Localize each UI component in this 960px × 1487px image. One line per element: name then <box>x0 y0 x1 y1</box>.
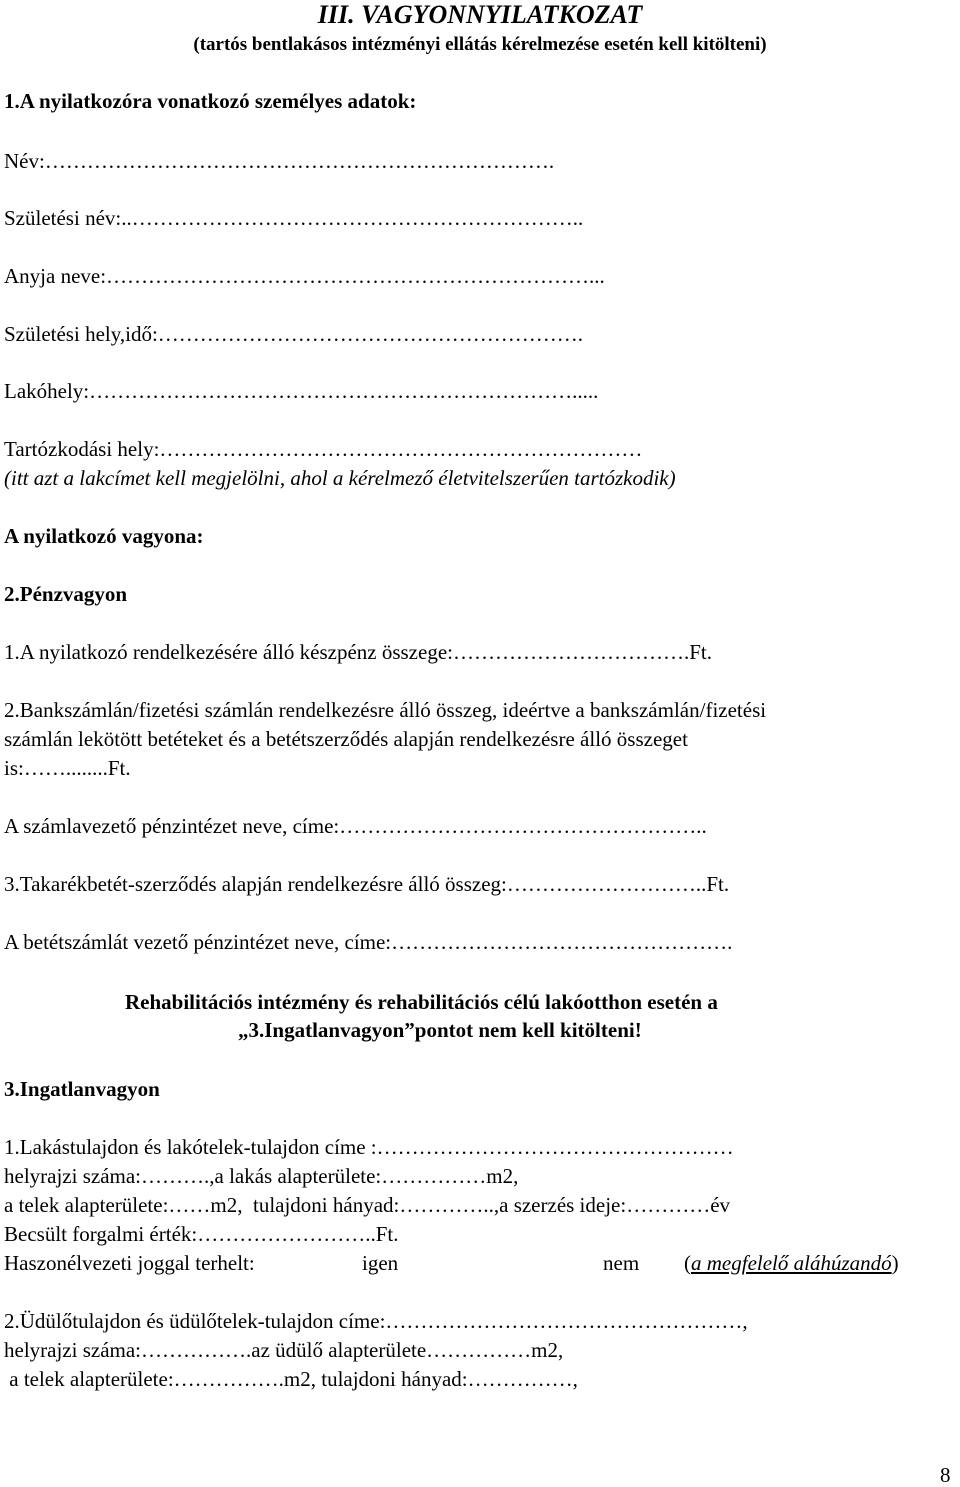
form-title: III. VAGYONNYILATKOZAT <box>317 0 643 29</box>
personal-data-heading: 1.A nyilatkozóra vonatkozó személyes adatok: <box>4 89 417 113</box>
savings-amount-field[interactable]: 3.Takarékbetét-szerződés alapján rendelkezésre álló összeg:………………………..Ft. <box>4 872 730 896</box>
bank-balance-field[interactable]: is:……........Ft. <box>4 756 131 780</box>
home-market-value-field[interactable]: Becsült forgalmi érték:……………………..Ft. <box>4 1222 399 1246</box>
stay-address-field[interactable]: Tartózkodási hely:…………………………………………………………… <box>4 437 643 461</box>
rehab-notice-line-2: „3.Ingatlanvagyon”pontot nem kell kitölteni! <box>238 1018 642 1042</box>
residence-field[interactable]: Lakóhely:……………………………………………………………..... <box>4 379 599 403</box>
usufruct-no-option[interactable]: nem <box>603 1251 640 1275</box>
name-field[interactable]: Név:………………………………………………………………. <box>4 149 555 173</box>
usufruct-note: (a megfelelő aláhúzandó) <box>684 1251 899 1275</box>
mother-name-field[interactable]: Anyja neve:……………………………………………………………... <box>4 264 605 288</box>
money-heading: 2.Pénzvagyon <box>4 582 128 606</box>
rehab-notice-line-1: Rehabilitációs intézmény és rehabilitációs célú lakóotthon esetén a <box>125 990 718 1014</box>
real-estate-heading: 3.Ingatlanvagyon <box>4 1077 160 1101</box>
home-address-field[interactable]: 1.Lakástulajdon és lakótelek-tulajdon címe :…………………………………………… <box>4 1135 734 1159</box>
birth-place-date-field[interactable]: Születési hely,idő:……………………………………………………. <box>4 322 584 346</box>
assets-heading: A nyilatkozó vagyona: <box>4 524 204 548</box>
home-plot-share-date-field[interactable]: a telek alapterülete:……m2, tulajdoni hányad:…………..,a szerzés ideje:…………év <box>4 1193 731 1217</box>
holiday-plot-share-field[interactable]: a telek alapterülete:…………….m2, tulajdoni hányad:……………, <box>4 1367 578 1391</box>
bank-institution-field[interactable]: A számlavezető pénzintézet neve, címe:…………………………………………….. <box>4 814 707 838</box>
usufruct-yes-option[interactable]: igen <box>362 1251 399 1275</box>
holiday-address-field[interactable]: 2.Üdülőtulajdon és üdülőtelek-tulajdon címe:……………………………………………, <box>4 1309 748 1333</box>
holiday-lot-area-field[interactable]: helyrajzi száma:…………….az üdülő alapterülete……………m2, <box>4 1338 564 1362</box>
bank-balance-text-1: 2.Bankszámlán/fizetési számlán rendelkezésre álló összeg, ideértve a bankszámlán/fizetési <box>4 698 767 722</box>
home-lot-area-field[interactable]: helyrajzi száma:……….,a lakás alapterülete:……………m2, <box>4 1164 519 1188</box>
usufruct-label: Haszonélvezeti joggal terhelt: <box>4 1251 255 1275</box>
cash-amount-field[interactable]: 1.A nyilatkozó rendelkezésére álló készpénz összege:…………………………….Ft. <box>4 640 712 664</box>
page-number: 8 <box>940 1463 951 1487</box>
stay-address-note: (itt azt a lakcímet kell megjelölni, ahol a kérelmező életvitelszerűen tartózkodik) <box>4 466 676 490</box>
savings-institution-field[interactable]: A betétszámlát vezető pénzintézet neve, címe:…………………………………………. <box>4 930 733 954</box>
birth-name-field[interactable]: Születési név:..……………………………………………………….. <box>4 206 584 230</box>
bank-balance-text-2: számlán lekötött betéteket és a betétszerződés alapján rendelkezésre álló összeget <box>4 727 688 751</box>
form-subtitle: (tartós bentlakásos intézményi ellátás kérelmezése esetén kell kitölteni) <box>193 34 767 55</box>
